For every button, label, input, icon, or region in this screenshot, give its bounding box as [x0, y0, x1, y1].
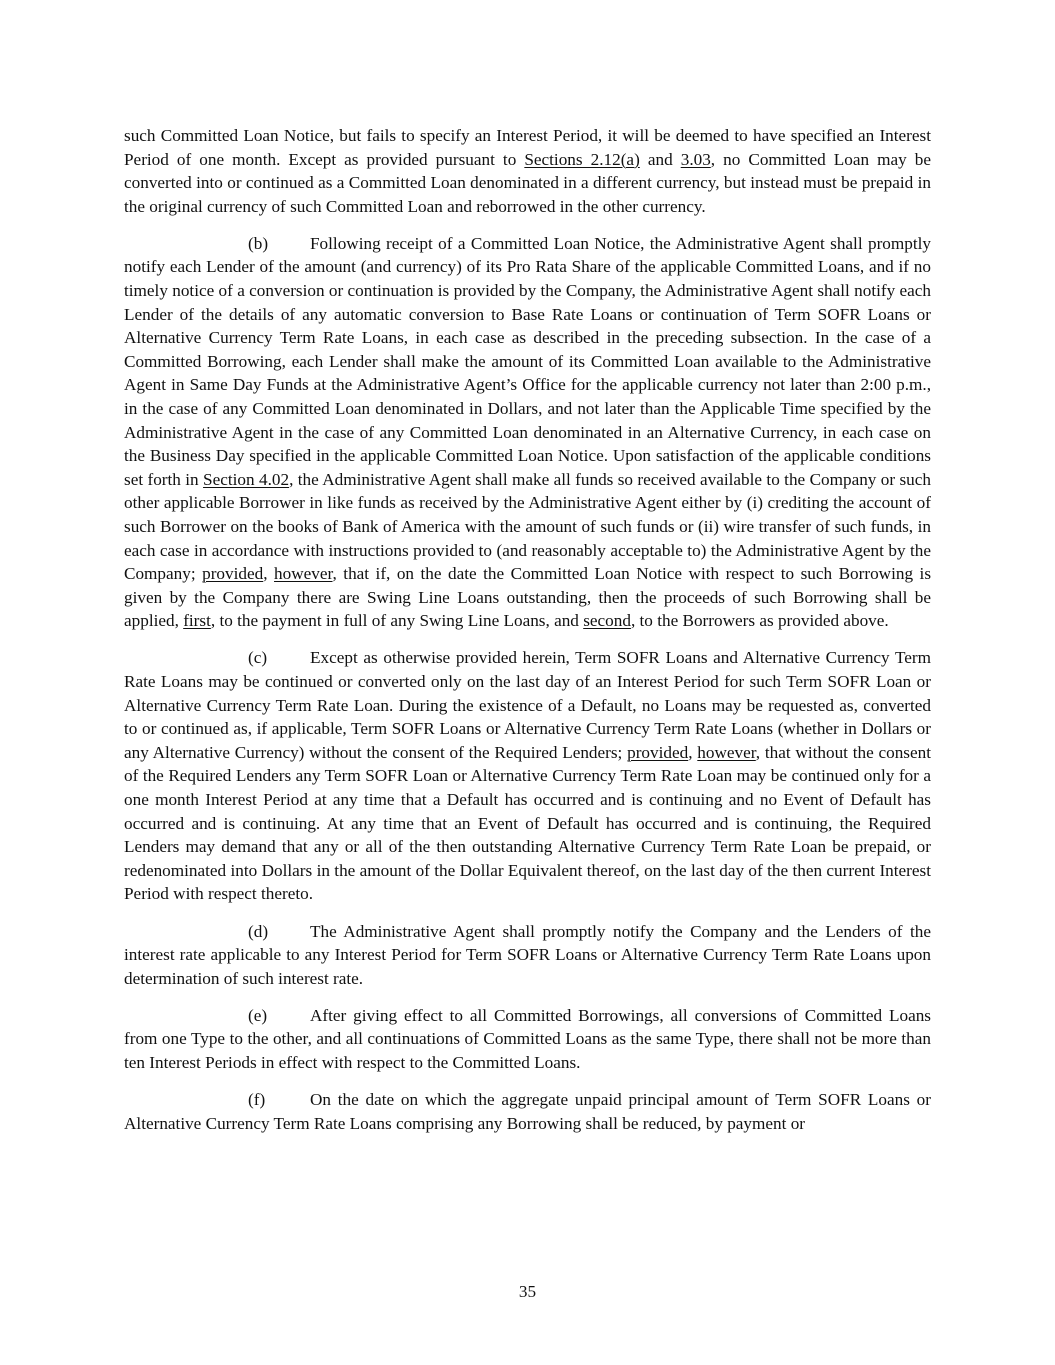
paragraph-d [124, 920, 931, 991]
paragraph-continuation [124, 124, 931, 218]
text-segment: , that without the consent of the Required Lenders any Term SOFR Loan or Alternative Currency Term Rate Loan may be continued only for a one month Interest Period at any time that a Default has occurred and is continuing and no Event of Default has occurred and is continuing. At any time that an Event of Default has occurred and is continuing, the Required Lenders may demand that any or all of the then outstanding Alternative Currency Term Rate Loan be prepaid, or redenominated into Dollars in the amount of the Dollar Equivalent thereof, on the last day of the then current Interest Period with respect thereto. [124, 742, 931, 904]
paragraph-f [124, 1088, 931, 1135]
paragraph-c [124, 646, 931, 906]
paragraph-label: (b) [248, 233, 269, 253]
text-segment: , [263, 564, 275, 584]
text-segment: , to the Borrowers as provided above. [630, 611, 889, 631]
paragraph-label: (d) [248, 921, 269, 941]
section-reference: 3.03 [680, 149, 711, 169]
text-segment: , the Administrative Agent shall make all funds so received available to the Company or such other applicable Borrower in like funds as received by the Administrative Agent either by (i) crediting the account of such Borrower on the books of Bank of America with the amount of such funds or (ii) wire transfer of such funds, in each case in accordance with instructions provided to (and reasonably acceptable to) the Administrative Agent by the Company; [124, 469, 931, 584]
underlined-term: second [583, 611, 631, 631]
text-segment: After giving effect to all Committed Borrowings, all conversions of Committed Loans from one Type to the other, and all continuations of Committed Loans as the same Type, there shall not be more than ten Interest Periods in effect with respect to the Committed Loans. [124, 1005, 931, 1072]
text-segment: such Committed Loan Notice, but fails to specify an Interest Period, it will be deemed to have specified an Interest Period of one month. Except as provided pursuant to [124, 126, 931, 169]
underlined-term: provided [202, 564, 264, 584]
underlined-term: first [183, 611, 211, 631]
paragraph-label: (c) [248, 648, 268, 668]
underlined-term: provided [627, 742, 689, 762]
paragraph-b [124, 232, 931, 633]
text-segment: , [688, 742, 698, 762]
text-segment: , no Committed Loan may be converted into or continued as a Committed Loan denominated in a different currency, but instead must be prepaid in the original currency of such Committed Loan and reborrowed in the other currency. [124, 149, 931, 216]
text-segment: Except as otherwise provided herein, Term SOFR Loans and Alternative Currency Term Rate Loans may be continued or converted only on the last day of an Interest Period for such Term SOFR Loan or Alternative Currency Term Rate Loan. During the existence of a Default, no Loans may be requested as, converted to or continued as, if applicable, Term SOFR Loans or Alternative Currency Term Rate Loans (whether in Dollars or any Alternative Currency) without the consent of the Required Lenders; [124, 648, 931, 762]
text-segment: , that if, on the date the Committed Loan Notice with respect to such Borrowing is given by the Company there are Swing Line Loans outstanding, then the proceeds of such Borrowing shall be applied, [124, 564, 932, 631]
underlined-term: however [274, 564, 333, 584]
paragraph-label: (e) [248, 1005, 268, 1025]
text-segment: Following receipt of a Committed Loan Notice, the Administrative Agent shall promptly notify each Lender of the amount (and currency) of its Pro Rata Share of the applicable Committed Loans, and if no timely notice of a conversion or continuation is provided by the Company, the Administrative Agent shall notify each Lender of the details of any automatic conversion to Base Rate Loans or continuation of Term SOFR Loans or Alternative Currency Term Rate Loans, in each case as described in the preceding subsection. In the case of a Committed Borrowing, each Lender shall make the amount of its Committed Loan available to the Administrative Agent in Same Day Funds at the Administrative Agent’s Office for the applicable currency not later than 2:00 p.m., in the case of any Committed Loan denominated in Dollars, and not later than the Applicable Time specified by the Administrative Agent in the case of any Committed Loan denominated in an Alternative Currency, in each case on the Business Day specified in the applicable Committed Loan Notice. Upon satisfaction of the applicable conditions set forth in [124, 233, 931, 489]
text-segment: and [639, 149, 681, 169]
text-segment: On the date on which the aggregate unpaid principal amount of Term SOFR Loans or Alternative Currency Term Rate Loans comprising any Borrowing shall be reduced, by payment or [124, 1090, 931, 1133]
page-number: 35 [518, 1282, 537, 1301]
text-segment: , to the payment in full of any Swing Line Loans, and [210, 611, 584, 631]
paragraph-label: (f) [248, 1090, 266, 1110]
section-reference: Section 4.02 [203, 469, 290, 489]
underlined-term: however [697, 742, 756, 762]
paragraph-e [124, 1004, 931, 1075]
document-body [124, 124, 931, 1149]
section-reference: Sections 2.12(a) [524, 149, 640, 169]
text-segment: The Administrative Agent shall promptly notify the Company and the Lenders of the interest rate applicable to any Interest Period for Term SOFR Loans or Alternative Currency Term Rate Loans upon determination of such interest rate. [124, 921, 931, 988]
